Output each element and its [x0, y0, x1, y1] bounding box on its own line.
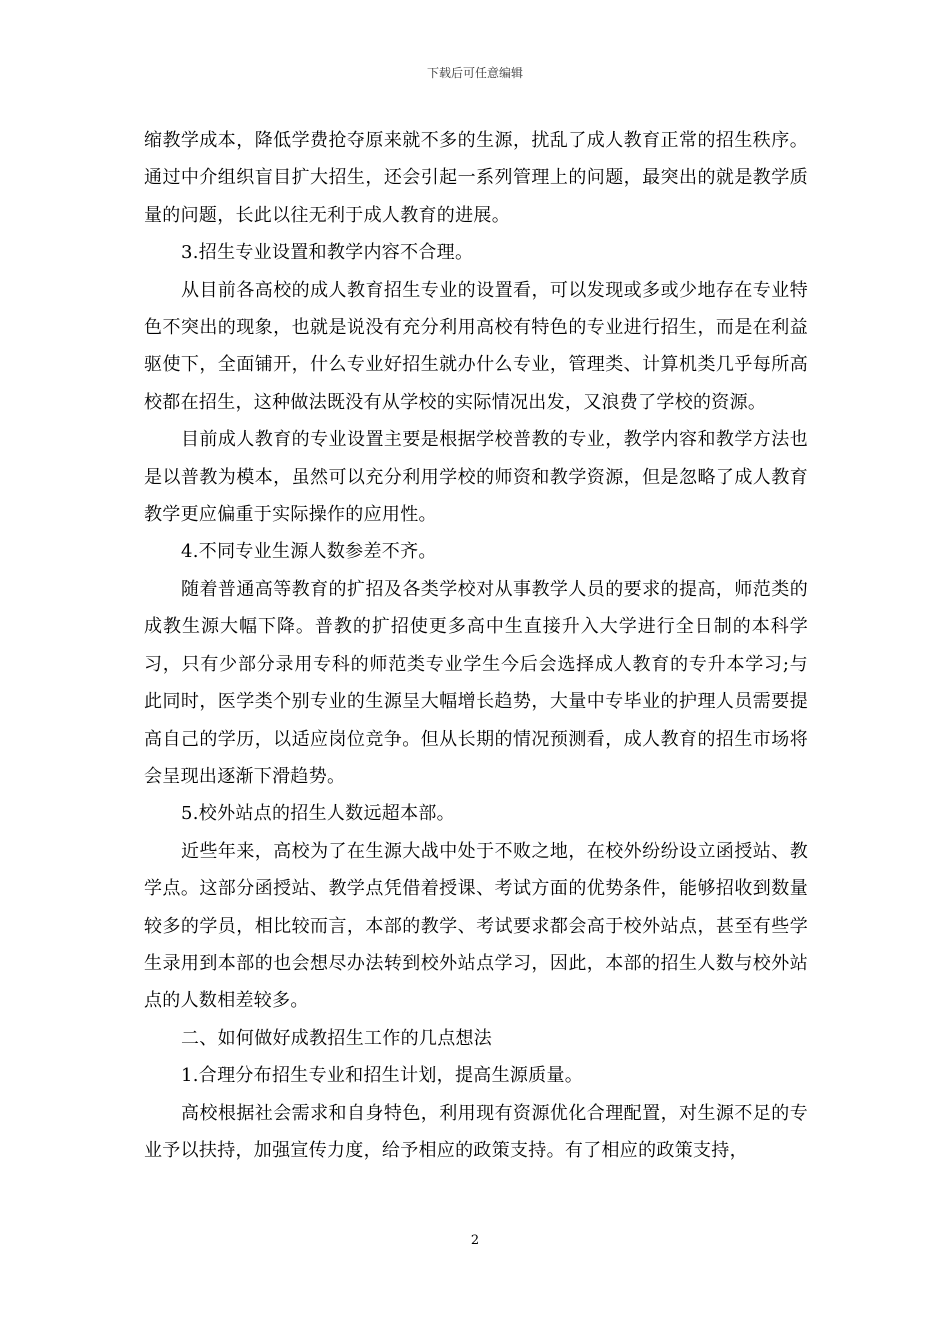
paragraph: 目前成人教育的专业设置主要是根据学校普教的专业，教学内容和教学方法也是以普教为模本，虽然可以充分利用学校的师资和教学资源，但是忽略了成人教育教学更应偏重于实际操作的应用性。 [144, 429, 808, 526]
page-header: 下载后可任意编辑 [426, 66, 523, 80]
paragraph: 随着普通高等教育的扩招及各类学校对从事教学人员的要求的提高，师范类的成教生源大幅下降。普教的扩招使更多高中生直接升入大学进行全日制的本科学习，只有少部分录用专科的师范类专业学生今后会选择成人教育的专升本学习;与此同时，医学类个别专业的生源呈大幅增长趋势，大量中专毕业的护理人员需要提高自己的学历，以适应岗位竞争。但从长期的情况预测看，成人教育的招生市场将会呈现出逐渐下滑趋势。 [144, 578, 808, 787]
paragraph: 高校根据社会需求和自身特色，利用现有资源优化合理配置，对生源不足的专业予以扶持，加强宣传力度，给予相应的政策支持。有了相应的政策支持， [144, 1102, 808, 1161]
paragraph: 从目前各高校的成人教育招生专业的设置看，可以发现或多或少地存在专业特色不突出的现象，也就是说没有充分利用高校有特色的专业进行招生，而是在利益驱使下，全面铺开，什么专业好招生就办什么专业，管理类、计算机类几乎每所高校都在招生，这种做法既没有从学校的实际情况出发，又浪费了学校的资源。 [144, 279, 808, 413]
section-heading-1: 1.合理分布招生专业和招生计划，提高生源质量。 [181, 1065, 584, 1087]
chapter-heading: 二、如何做好成教招生工作的几点想法 [181, 1027, 493, 1049]
page-number: 2 [470, 1233, 480, 1248]
paragraph-continuation: 缩教学成本，降低学费抢夺原来就不多的生源，扰乱了成人教育正常的招生秩序。通过中介组织盲目扩大招生，还会引起一系列管理上的问题，最突出的就是教学质量的问题，长此以往无利于成人教育的进展。 [144, 130, 808, 226]
section-heading-4: 4.不同专业生源人数参差不齐。 [181, 541, 437, 563]
section-heading-3: 3.招生专业设置和教学内容不合理。 [181, 242, 474, 264]
paragraph: 近些年来，高校为了在生源大战中处于不败之地，在校外纷纷设立函授站、教学点。这部分函授站、教学点凭借着授课、考试方面的优势条件，能够招收到数量较多的学员，相比较而言，本部的教学、考试要求都会高于校外站点，甚至有些学生录用到本部的也会想尽办法转到校外站点学习，因此，本部的招生人数与校外站点的人数相差较多。 [144, 840, 808, 1012]
section-heading-5: 5.校外站点的招生人数远超本部。 [181, 803, 455, 825]
document-body [144, 122, 808, 1169]
